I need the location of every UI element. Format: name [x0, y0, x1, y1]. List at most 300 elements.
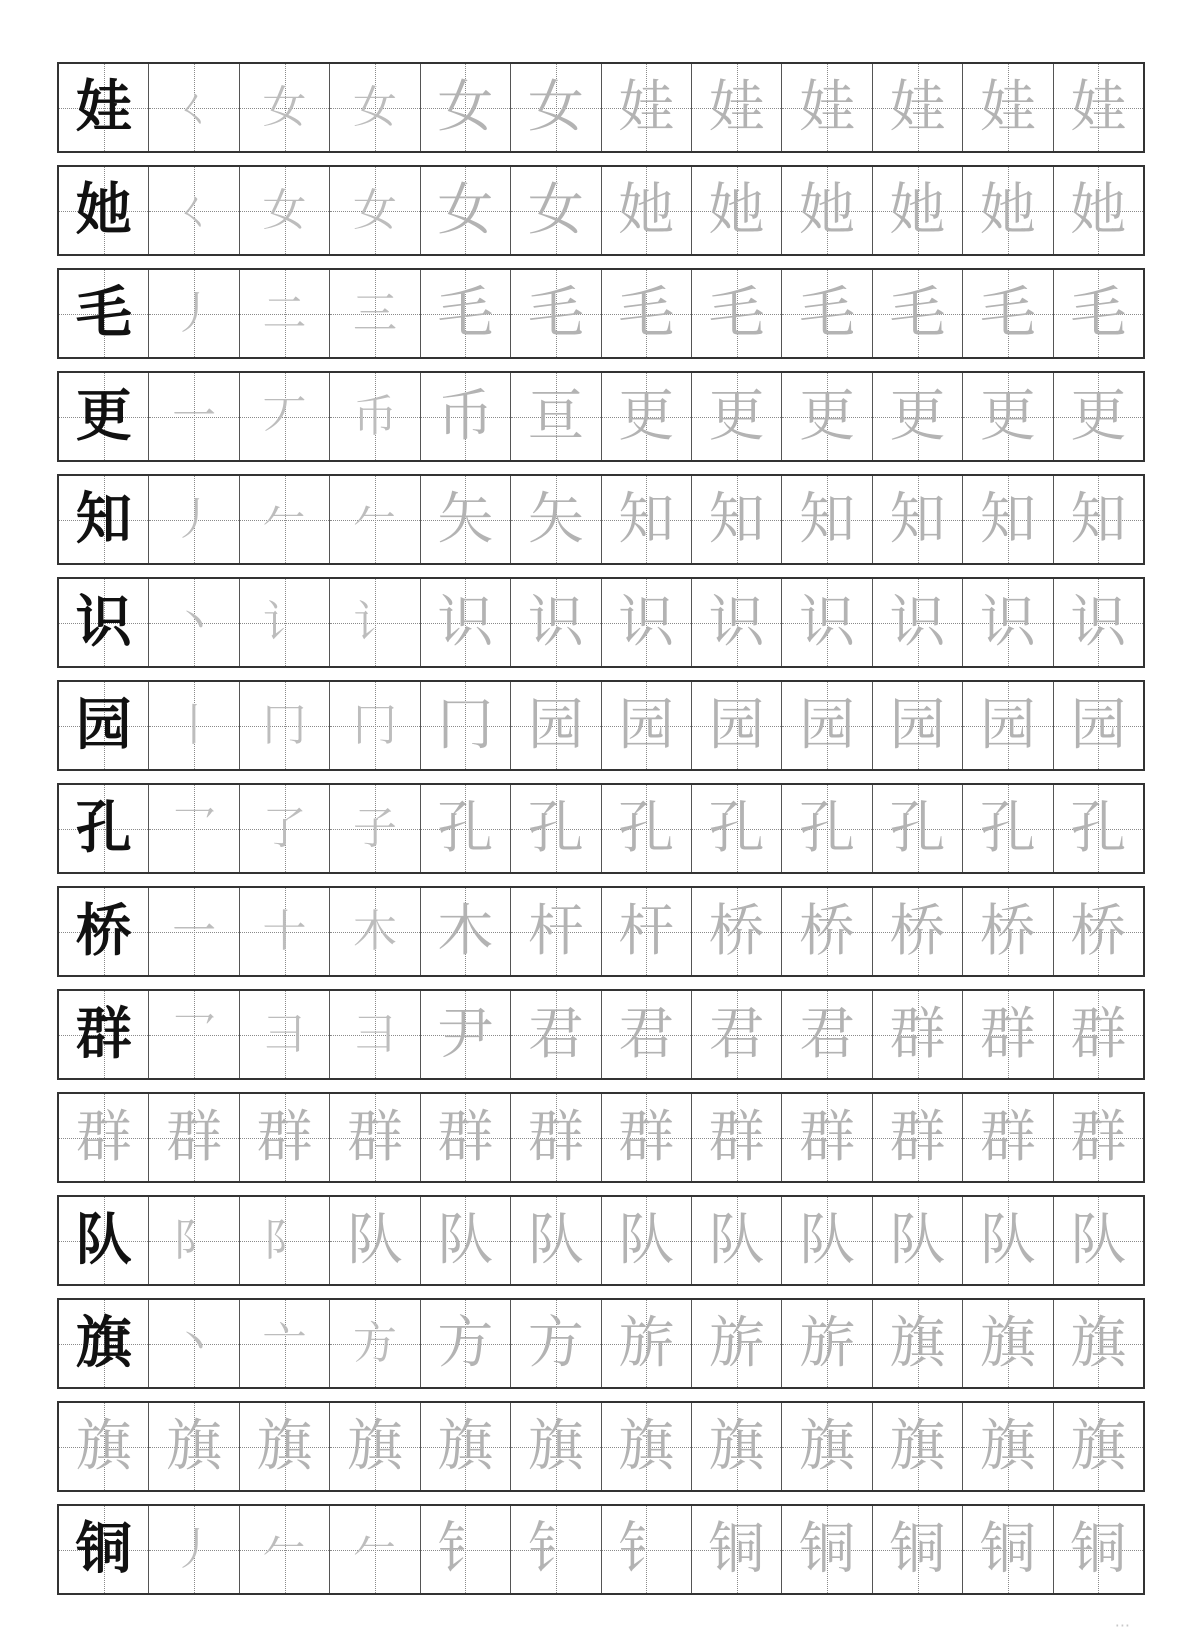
- trace-character: 旗: [889, 1413, 946, 1479]
- practice-row: [57, 989, 1145, 1080]
- practice-row: [57, 1195, 1145, 1286]
- trace-cell: [239, 1300, 329, 1387]
- trace-cell: [872, 270, 962, 357]
- trace-character: 彐: [352, 1008, 397, 1060]
- trace-character: 群: [437, 1104, 494, 1170]
- trace-cell: [781, 167, 871, 254]
- trace-character: 丶: [172, 1317, 217, 1369]
- trace-cell: [601, 991, 691, 1078]
- trace-cell: [239, 476, 329, 563]
- trace-cell: [1053, 785, 1143, 872]
- trace-character: 铜: [799, 1516, 856, 1582]
- trace-character: 女: [527, 74, 584, 140]
- trace-character: 群: [618, 1104, 675, 1170]
- trace-cell: [691, 682, 781, 769]
- trace-character: 乛: [172, 1008, 217, 1060]
- trace-cell: [148, 1403, 238, 1490]
- trace-character: 乛: [172, 802, 217, 854]
- trace-character: 毛: [889, 280, 946, 346]
- trace-character: 她: [799, 177, 856, 243]
- trace-cell: [420, 270, 510, 357]
- practice-row: [57, 886, 1145, 977]
- trace-cell: [510, 1094, 600, 1181]
- trace-character: 君: [799, 1001, 856, 1067]
- trace-cell: [148, 579, 238, 666]
- trace-cell: [510, 64, 600, 151]
- trace-character: 队: [889, 1207, 946, 1273]
- model-cell: [59, 785, 148, 872]
- trace-cell: [601, 1506, 691, 1593]
- trace-cell: [510, 888, 600, 975]
- trace-character: ㄑ: [172, 184, 217, 236]
- trace-cell: [601, 1300, 691, 1387]
- trace-character: 旗: [708, 1413, 765, 1479]
- trace-character: 识: [437, 589, 494, 655]
- trace-character: 识: [979, 589, 1036, 655]
- trace-cell: [601, 64, 691, 151]
- trace-cell: [510, 1506, 600, 1593]
- model-character: 娃: [75, 74, 132, 140]
- trace-cell: [601, 785, 691, 872]
- trace-character: 桥: [889, 898, 946, 964]
- trace-character: 知: [708, 486, 765, 552]
- trace-cell: [148, 785, 238, 872]
- trace-character: 桥: [1070, 898, 1127, 964]
- trace-character: 君: [527, 1001, 584, 1067]
- trace-cell: [420, 888, 510, 975]
- trace-cell: [329, 1403, 419, 1490]
- trace-character: 更: [799, 383, 856, 449]
- trace-cell: [691, 373, 781, 460]
- trace-character: 娃: [1070, 74, 1127, 140]
- trace-cell: [329, 64, 419, 151]
- trace-cell: [691, 1403, 781, 1490]
- trace-cell: [510, 682, 600, 769]
- trace-cell: [872, 682, 962, 769]
- trace-character: 𠂉: [262, 493, 307, 545]
- trace-character: 丶: [172, 596, 217, 648]
- trace-character: 孔: [437, 795, 494, 861]
- trace-cell: [962, 1094, 1052, 1181]
- trace-cell: [1053, 888, 1143, 975]
- trace-cell: [781, 888, 871, 975]
- trace-cell: [420, 167, 510, 254]
- trace-cell: [781, 579, 871, 666]
- trace-character: 亠: [262, 1317, 307, 1369]
- trace-character: 群: [979, 1104, 1036, 1170]
- trace-cell: [691, 1506, 781, 1593]
- trace-character: 君: [618, 1001, 675, 1067]
- trace-cell: [872, 579, 962, 666]
- trace-cell: [510, 270, 600, 357]
- model-cell: [59, 1506, 148, 1593]
- trace-character: 旗: [527, 1413, 584, 1479]
- trace-character: 女: [262, 184, 307, 236]
- trace-character: 女: [437, 177, 494, 243]
- trace-cell: [420, 579, 510, 666]
- model-cell: [59, 64, 148, 151]
- trace-character: 女: [352, 184, 397, 236]
- trace-character: 币: [437, 383, 494, 449]
- trace-cell: [239, 579, 329, 666]
- trace-character: 桥: [799, 898, 856, 964]
- trace-character: 冂: [437, 692, 494, 758]
- trace-cell: [510, 1300, 600, 1387]
- trace-cell: [872, 1506, 962, 1593]
- trace-cell: [691, 785, 781, 872]
- trace-cell: [691, 476, 781, 563]
- trace-cell: [148, 991, 238, 1078]
- trace-character: 钅: [527, 1516, 584, 1582]
- practice-row: [57, 680, 1145, 771]
- trace-cell: [239, 1506, 329, 1593]
- trace-cell: [239, 682, 329, 769]
- trace-cell: [781, 476, 871, 563]
- trace-character: 阝: [172, 1214, 217, 1266]
- trace-character: 一: [172, 905, 217, 957]
- trace-character: 毛: [527, 280, 584, 346]
- trace-character: 群: [889, 1104, 946, 1170]
- trace-character: 知: [799, 486, 856, 552]
- trace-cell: [781, 1506, 871, 1593]
- trace-cell: [962, 785, 1052, 872]
- trace-cell: [872, 1094, 962, 1181]
- trace-cell: [601, 1094, 691, 1181]
- trace-cell: [420, 785, 510, 872]
- trace-character: 更: [1070, 383, 1127, 449]
- trace-character: 识: [1070, 589, 1127, 655]
- trace-cell: [1053, 579, 1143, 666]
- trace-character: 十: [262, 905, 307, 957]
- trace-cell: [691, 991, 781, 1078]
- trace-cell: [148, 270, 238, 357]
- trace-cell: [1053, 476, 1143, 563]
- trace-cell: [781, 1403, 871, 1490]
- trace-character: 丿: [172, 287, 217, 339]
- trace-character: 子: [352, 802, 397, 854]
- trace-character: 旗: [166, 1413, 223, 1479]
- trace-cell: [781, 1094, 871, 1181]
- trace-cell: [420, 476, 510, 563]
- trace-character: 君: [708, 1001, 765, 1067]
- trace-cell: [510, 579, 600, 666]
- trace-cell: [872, 373, 962, 460]
- trace-cell: [329, 991, 419, 1078]
- trace-character: 园: [1070, 692, 1127, 758]
- trace-character: 毛: [708, 280, 765, 346]
- trace-character: 群: [979, 1001, 1036, 1067]
- trace-character: 木: [352, 905, 397, 957]
- trace-cell: [691, 1197, 781, 1284]
- model-cell: [59, 579, 148, 666]
- trace-character: 方: [437, 1310, 494, 1376]
- trace-cell: [148, 476, 238, 563]
- trace-character: 旗: [437, 1413, 494, 1479]
- trace-character: 方: [527, 1310, 584, 1376]
- trace-character: 队: [708, 1207, 765, 1273]
- trace-character: 她: [979, 177, 1036, 243]
- trace-cell: [239, 270, 329, 357]
- model-character: 桥: [75, 898, 132, 964]
- trace-character: 知: [889, 486, 946, 552]
- trace-character: 一: [172, 390, 217, 442]
- trace-character: 女: [437, 74, 494, 140]
- trace-cell: [962, 579, 1052, 666]
- trace-character: 钅: [437, 1516, 494, 1582]
- trace-cell: [601, 682, 691, 769]
- practice-row: [57, 371, 1145, 462]
- trace-cell: [148, 64, 238, 151]
- trace-cell: [872, 476, 962, 563]
- trace-cell: [239, 1403, 329, 1490]
- trace-cell: [872, 1197, 962, 1284]
- model-character: 园: [75, 692, 132, 758]
- trace-character: 群: [708, 1104, 765, 1170]
- trace-character: 旗: [346, 1413, 403, 1479]
- trace-character: 阝: [262, 1214, 307, 1266]
- trace-cell: [148, 167, 238, 254]
- trace-cell: [239, 167, 329, 254]
- trace-character: 二: [262, 287, 307, 339]
- model-character: 孔: [75, 795, 132, 861]
- trace-character: 知: [618, 486, 675, 552]
- trace-character: 园: [527, 692, 584, 758]
- trace-character: 木: [437, 898, 494, 964]
- trace-cell: [1053, 682, 1143, 769]
- trace-character: 园: [708, 692, 765, 758]
- trace-character: 群: [799, 1104, 856, 1170]
- trace-cell: [148, 682, 238, 769]
- trace-cell: [420, 64, 510, 151]
- trace-cell: [962, 1506, 1052, 1593]
- trace-character: 旂: [708, 1310, 765, 1376]
- trace-character: 币: [352, 390, 397, 442]
- trace-character: 旗: [1070, 1310, 1127, 1376]
- trace-character: 铜: [708, 1516, 765, 1582]
- trace-cell: [962, 1300, 1052, 1387]
- trace-cell: [329, 682, 419, 769]
- trace-cell: [601, 476, 691, 563]
- trace-cell: [601, 270, 691, 357]
- model-character: 群: [75, 1104, 132, 1170]
- trace-character: 旗: [979, 1413, 1036, 1479]
- trace-cell: [781, 785, 871, 872]
- watermark: ···: [1114, 1616, 1130, 1635]
- trace-cell: [781, 682, 871, 769]
- trace-cell: [1053, 270, 1143, 357]
- trace-character: 她: [1070, 177, 1127, 243]
- trace-character: 矢: [527, 486, 584, 552]
- practice-row: [57, 62, 1145, 153]
- trace-character: 钅: [618, 1516, 675, 1582]
- trace-character: 队: [346, 1207, 403, 1273]
- trace-cell: [510, 373, 600, 460]
- trace-character: 队: [979, 1207, 1036, 1273]
- trace-cell: [962, 1197, 1052, 1284]
- trace-cell: [510, 1197, 600, 1284]
- trace-character: 园: [889, 692, 946, 758]
- practice-row: [57, 783, 1145, 874]
- trace-cell: [239, 1197, 329, 1284]
- model-character: 队: [75, 1207, 132, 1273]
- trace-character: 知: [1070, 486, 1127, 552]
- trace-cell: [872, 991, 962, 1078]
- trace-cell: [601, 1197, 691, 1284]
- trace-character: 三: [352, 287, 397, 339]
- trace-cell: [691, 579, 781, 666]
- trace-cell: [148, 373, 238, 460]
- practice-row: [57, 1504, 1145, 1595]
- trace-cell: [1053, 167, 1143, 254]
- trace-cell: [1053, 1300, 1143, 1387]
- trace-character: 群: [1070, 1001, 1127, 1067]
- trace-cell: [239, 888, 329, 975]
- trace-character: 群: [527, 1104, 584, 1170]
- practice-row: [57, 1401, 1145, 1492]
- trace-character: 队: [1070, 1207, 1127, 1273]
- trace-cell: [420, 1094, 510, 1181]
- trace-character: 讠: [352, 596, 397, 648]
- trace-cell: [420, 991, 510, 1078]
- model-character: 更: [75, 383, 132, 449]
- trace-cell: [420, 1506, 510, 1593]
- trace-cell: [691, 1300, 781, 1387]
- trace-cell: [1053, 1403, 1143, 1490]
- trace-cell: [329, 1300, 419, 1387]
- model-character: 旗: [75, 1310, 132, 1376]
- model-cell: [59, 682, 148, 769]
- trace-cell: [962, 682, 1052, 769]
- trace-cell: [962, 1403, 1052, 1490]
- trace-cell: [691, 167, 781, 254]
- trace-cell: [872, 785, 962, 872]
- trace-cell: [1053, 1197, 1143, 1284]
- trace-cell: [962, 64, 1052, 151]
- trace-character: 娃: [708, 74, 765, 140]
- trace-character: 孔: [889, 795, 946, 861]
- trace-cell: [1053, 1506, 1143, 1593]
- trace-cell: [420, 1197, 510, 1284]
- trace-cell: [601, 1403, 691, 1490]
- trace-character: 矢: [437, 486, 494, 552]
- trace-cell: [329, 1197, 419, 1284]
- practice-row: [57, 1092, 1145, 1183]
- trace-character: 女: [262, 81, 307, 133]
- trace-character: 铜: [979, 1516, 1036, 1582]
- trace-cell: [148, 1300, 238, 1387]
- trace-cell: [781, 1197, 871, 1284]
- trace-cell: [601, 579, 691, 666]
- trace-cell: [329, 579, 419, 666]
- trace-cell: [329, 1094, 419, 1181]
- trace-character: 丆: [262, 390, 307, 442]
- model-cell: [59, 991, 148, 1078]
- trace-cell: [962, 991, 1052, 1078]
- trace-cell: [329, 1506, 419, 1593]
- trace-character: 铜: [889, 1516, 946, 1582]
- trace-character: 尹: [437, 1001, 494, 1067]
- model-cell: [59, 373, 148, 460]
- trace-cell: [239, 64, 329, 151]
- model-cell: [59, 1300, 148, 1387]
- trace-character: 旗: [618, 1413, 675, 1479]
- trace-character: 毛: [1070, 280, 1127, 346]
- trace-cell: [148, 1197, 238, 1284]
- trace-character: 队: [618, 1207, 675, 1273]
- model-character: 识: [75, 589, 132, 655]
- trace-cell: [329, 167, 419, 254]
- trace-cell: [872, 167, 962, 254]
- model-character: 知: [75, 486, 132, 552]
- trace-character: 毛: [979, 280, 1036, 346]
- trace-character: 讠: [262, 596, 307, 648]
- trace-cell: [1053, 64, 1143, 151]
- trace-character: 知: [979, 486, 1036, 552]
- practice-row: [57, 577, 1145, 668]
- trace-cell: [148, 888, 238, 975]
- trace-cell: [239, 373, 329, 460]
- trace-cell: [872, 64, 962, 151]
- trace-character: 桥: [979, 898, 1036, 964]
- trace-character: 旂: [799, 1310, 856, 1376]
- trace-character: 杆: [618, 898, 675, 964]
- model-cell: [59, 1197, 148, 1284]
- trace-character: 杆: [527, 898, 584, 964]
- trace-cell: [239, 785, 329, 872]
- model-character: 她: [75, 177, 132, 243]
- trace-character: 女: [527, 177, 584, 243]
- model-cell: [59, 1403, 148, 1490]
- trace-character: 孔: [799, 795, 856, 861]
- trace-cell: [329, 785, 419, 872]
- trace-character: 群: [166, 1104, 223, 1170]
- trace-cell: [601, 888, 691, 975]
- trace-character: 方: [352, 1317, 397, 1369]
- trace-character: 冂: [262, 699, 307, 751]
- trace-character: 女: [352, 81, 397, 133]
- trace-cell: [781, 64, 871, 151]
- trace-character: 识: [527, 589, 584, 655]
- trace-cell: [962, 476, 1052, 563]
- practice-row: [57, 474, 1145, 565]
- trace-cell: [329, 888, 419, 975]
- trace-cell: [962, 373, 1052, 460]
- trace-character: 孔: [527, 795, 584, 861]
- trace-character: 旗: [1070, 1413, 1127, 1479]
- trace-character: 更: [708, 383, 765, 449]
- trace-character: 旗: [256, 1413, 313, 1479]
- trace-character: 旂: [618, 1310, 675, 1376]
- trace-cell: [510, 991, 600, 1078]
- trace-cell: [420, 373, 510, 460]
- trace-cell: [329, 270, 419, 357]
- model-character: 群: [75, 1001, 132, 1067]
- trace-character: 更: [618, 383, 675, 449]
- trace-cell: [329, 373, 419, 460]
- model-character: 毛: [75, 280, 132, 346]
- trace-cell: [1053, 373, 1143, 460]
- trace-cell: [1053, 1094, 1143, 1181]
- trace-character: 彐: [262, 1008, 307, 1060]
- trace-character: 娃: [799, 74, 856, 140]
- trace-character: 旗: [799, 1413, 856, 1479]
- trace-character: 更: [889, 383, 946, 449]
- trace-character: 娃: [889, 74, 946, 140]
- trace-cell: [510, 785, 600, 872]
- model-cell: [59, 167, 148, 254]
- trace-cell: [691, 1094, 781, 1181]
- trace-cell: [872, 888, 962, 975]
